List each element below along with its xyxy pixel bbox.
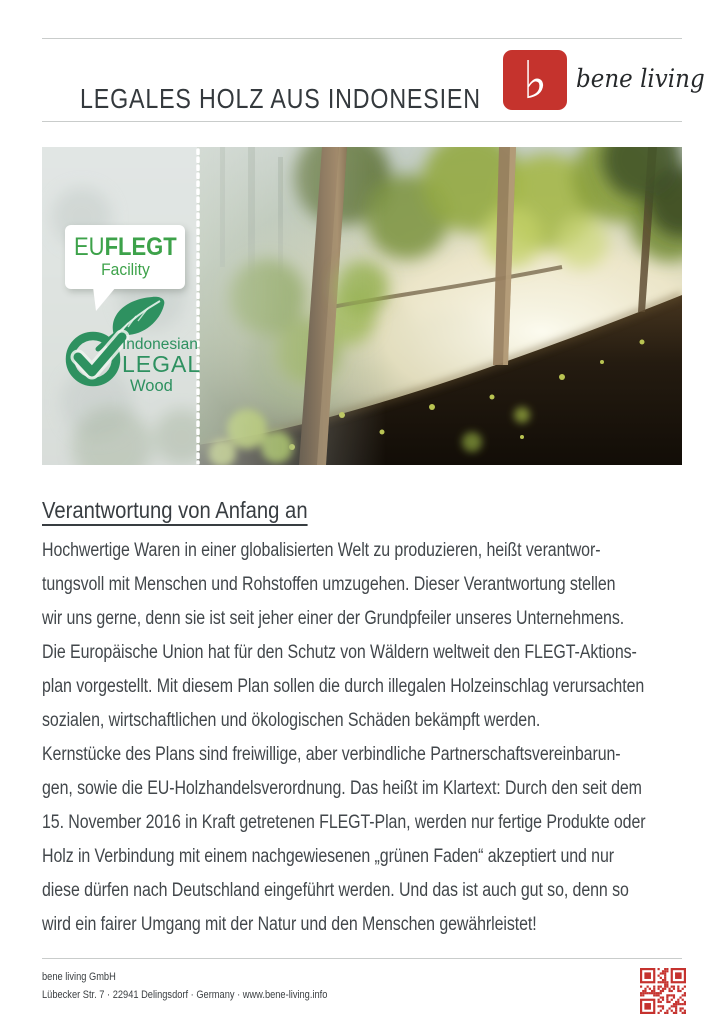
body-line: Hochwertige Waren in einer globalisierten Welt zu produzieren, heißt verantwor- — [42, 540, 601, 561]
body-line: 15. November 2016 in Kraft getretenen FLEGT-Plan, werden nur fertige Produkte oder — [42, 812, 646, 833]
body-line: diese dürfen nach Deutschland eingeführt werden. Und das ist auch gut so, denn so — [42, 880, 629, 901]
legal-wood-line3: Wood — [130, 377, 173, 395]
legal-wood-line2: LEGAL — [122, 351, 202, 377]
body-line: wir uns gerne, denn sie ist seit jeher einer der Grundpfeiler unseres Unternehmens. — [42, 608, 625, 629]
indonesian-legal-wood-badge — [56, 293, 231, 405]
body-line: Holz in Verbindung mit einem nachgewiesenen „grünen Faden“ akzeptiert und nur — [42, 846, 615, 867]
footer — [42, 969, 327, 1004]
footer-company: bene living GmbH — [42, 971, 116, 983]
body-line: tungsvoll mit Menschen und Rohstoffen umzugehen. Dieser Verantwortung stellen — [42, 574, 616, 595]
page-title: LEGALES HOLZ AUS INDONESIEN — [80, 82, 481, 114]
qr-code — [640, 968, 686, 1014]
body-line: Kernstücke des Plans sind freiwillige, aber verbindliche Partnerschaftsvereinbarun- — [42, 744, 621, 765]
body-line: plan vorgestellt. Mit diesem Plan sollen die durch illegalen Holzeinschlag verursachten — [42, 676, 645, 697]
header-bottom-rule — [42, 121, 682, 122]
body-text — [42, 534, 724, 942]
legal-wood-line1: Indonesian — [122, 336, 198, 353]
euflegt-badge-subtitle: Facility — [100, 259, 150, 279]
body-line: sozialen, wirtschaftlichen und ökologischen Schäden bekämpft werden. — [42, 710, 541, 731]
body-line: wird ein fairer Umgang mit der Natur und den Menschen gewährleistet! — [42, 914, 537, 935]
forest-photo — [42, 147, 682, 465]
bene-living-logo-icon — [503, 50, 567, 110]
header-top-rule — [42, 38, 682, 39]
body-line: gen, sowie die EU-Holzhandelsverordnung. Das heißt im Klartext: Durch den seit dem — [42, 778, 642, 799]
footer-address: Lübecker Str. 7 · 22941 Delingsdorf · Germany · www.bene-living.info — [42, 988, 328, 1001]
euflegt-badge — [65, 225, 185, 289]
brand-name: bene living — [576, 64, 705, 93]
logo-b-glyph: ♭ — [522, 51, 548, 111]
body-line: Die Europäische Union hat für den Schutz von Wäldern weltweit den FLEGT-Aktions- — [42, 642, 637, 663]
section-heading: Verantwortung von Anfang an — [42, 497, 308, 523]
euflegt-badge-title: EUFLEGT — [73, 232, 177, 261]
footer-rule — [42, 958, 682, 959]
